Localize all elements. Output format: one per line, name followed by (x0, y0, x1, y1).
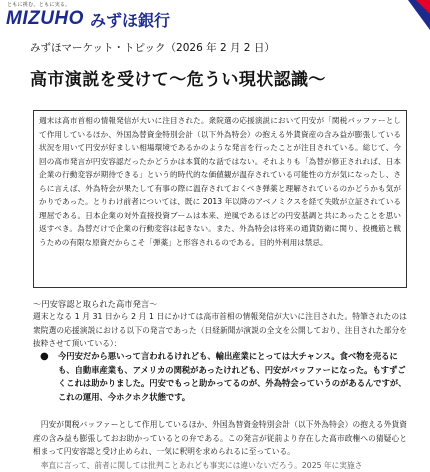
corner-decoration-icon (408, 0, 430, 30)
brand-tagline: ともに挑む。ともに実る。 (7, 1, 71, 8)
quote-text: 今円安だから悪いって言われるけれども、輸出産業にとっては大チャンス。食べ物を売るにも、自動車産業も、アメリカの関税があったけれども、円安がバッファーになった。もすずごくこれは助かりました。円安でもっと助かってるのが、外為特会っていうのがあるんですが、これの運用、今ホクホク状態です。 (52, 350, 407, 404)
body-text (33, 418, 407, 472)
brand-logo (6, 8, 170, 30)
headline: 高市演説を受けて～危うい現状認識～ (30, 65, 326, 90)
summary-box (33, 110, 407, 288)
summary-text: 週末は高市首相の情報発信が大いに注目された。衆院選の応援演説において円安が「関税バッファーとして作用しているほか、外国為替資金特別会計（以下外為特会）の抱える外貨資産の含み益が膨張している状況を用いて円安が好ましい相場環境であるかのような発言を行ったことが注目されている。総じて、今回の高市発言が円安容認だったかどうかは本質的な話ではない。それよりも「為替が修正されれば、日本企業の行動変容が期待できる」という的時代的な価値観が温存されている可能性の方が気になったし、さらに言えば、外為特会が果たして有事の際に温存されておくべき弾薬と理解されているのかどうかも気がかりであった。とりわけ前者については、既に 2013 年以降のアベノミクスを経て失敗が立証されている理屈である。日本企業の対外直接投資ブームは本来、逆風であるほどの円安基調と共にあったことを思い返すべき。為替だけで企業の行動変容は起きない。また、外為特会は将来の通貨防衛に関り、投機筋と戦うための有限な原資だからこそ「弾薬」と形容されるのである。目的外利用は禁忌。 (39, 114, 401, 249)
brand-name-jp: みずほ銀行 (90, 8, 170, 31)
bullet-dot-icon: ● (40, 350, 52, 404)
quote-bullet (40, 350, 407, 404)
body-paragraph-2: 率直に言って、前者に関しては批判ことあれども事実には違いないだろう。2025 年に実施さ (33, 459, 407, 472)
section-heading: ～円安容認と取られた高市発言～ (33, 298, 157, 310)
report-title: みずほマーケット・トピック（2026 年 2 月 2 日） (30, 40, 275, 55)
section-intro: 週末となる 1 月 31 日から 2 月 1 日にかけては高市首相の情報発信が大いに注目された。特筆されたのは衆院選の応援演説における以下の発言であった（日経新聞が演説の全文を公開しており、注目された部分を抜粋させて頂いている）： (33, 310, 407, 351)
body-paragraph-1: 円安が関税バッファーとして作用しているほか、外国為替資金特別会計（以下外為特会）の抱える外貨資産の含み益も膨張しておお助かっているとの弁である。この発言が従前より存在した高市政権への猜疑心と相まって円安容認と受け止められ、一気に釈明を求められるに至っている。 (33, 418, 407, 459)
brand-name-en: MIZUHO (6, 8, 84, 30)
